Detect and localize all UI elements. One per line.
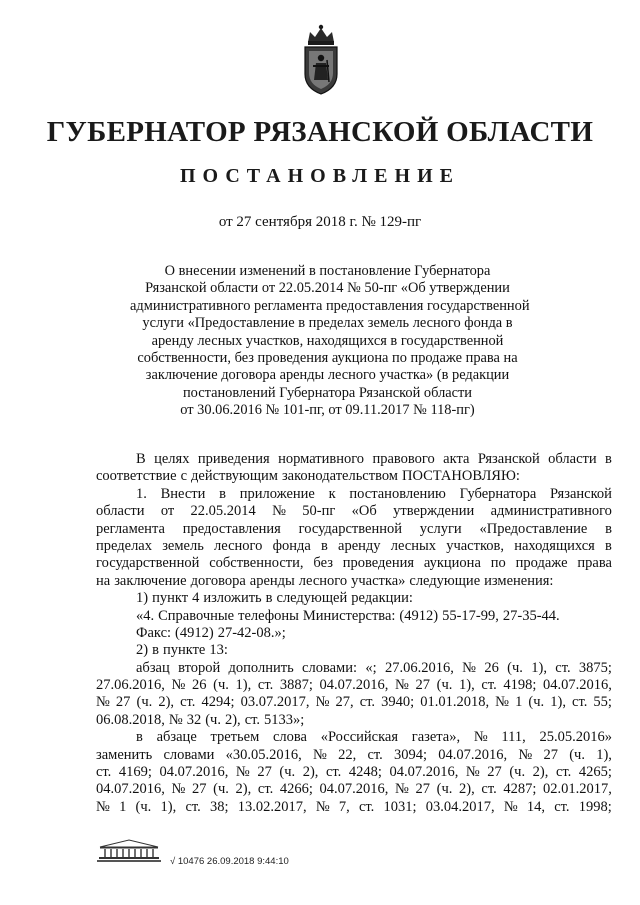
body-word: находящихся [514,537,595,554]
body-word: 27 [115,694,131,711]
body-line [96,781,612,798]
body-word: абзац [136,659,170,676]
body-word: 04.07.2016, [319,781,389,798]
body-line [96,503,612,520]
body-word: 27 [487,764,502,781]
body-word: Справочные [158,607,235,624]
body-word: 4 [192,590,200,607]
body-word: № [462,659,476,676]
body-word: 1 [119,798,127,815]
body-word: 04.07.2016, [438,746,508,763]
body-word: права [577,555,612,572]
body-word: № [272,503,286,520]
body-word: 02.01.2017, [543,781,612,798]
body-word: регламента [96,520,165,537]
subject-line: собственности, без проведения аукциона по продаже права на [137,350,518,367]
document-body [96,451,612,816]
body-line [96,729,612,746]
body-word: 3887; [279,677,313,694]
document-type: ПОСТАНОВЛЕНИЕ [180,165,460,187]
body-word: 55-17-99, [442,607,499,624]
body-word: 27, [335,694,354,711]
body-word: 03.04.2017, [425,798,495,815]
body-word: редакции: [351,590,413,607]
body-word: третьем [210,729,260,746]
body-word: ст. [481,781,497,798]
body-word: Внести [160,485,206,502]
body-word: изложить [203,590,262,607]
body-word: аукциона [423,555,481,572]
body-line [96,747,612,764]
body-line [96,486,612,503]
body-word: 01.01.2018, [420,694,490,711]
subject-line: заключение договора аренды лесного участка» (в редакции [145,367,510,384]
body-word: акта [443,451,470,467]
body-word: № [96,798,110,815]
subject-line: Рязанской области от 22.05.2014 № 50-пг «Об утверждении [145,280,510,297]
body-word: с [180,468,188,485]
body-word: аренду [338,537,381,554]
body-word: (4912) [175,624,214,641]
body-word: 22.05.2014 [190,503,256,520]
body-word: 2), [302,764,319,781]
body-word: Факс: [136,624,172,641]
body-word: (ч. [213,781,229,798]
body-word: № [395,677,409,694]
body-line [96,521,612,538]
body-word: утверждении [393,503,475,520]
body-word: 4266; [279,781,313,798]
body-word: по [490,555,506,572]
subject-line: административного регламента предоставления государственной [130,297,530,314]
body-word: соответствие [96,468,177,485]
body-word: действующим [191,468,278,485]
body-word: «Предоставление [479,520,588,537]
subject-line: постановлений Губернатора Рязанской области [182,384,473,401]
body-word: проведения [342,555,415,572]
body-word: 1), [596,746,612,763]
body-word: в [265,590,273,607]
body-word: № [96,694,110,711]
body-word: 4287; [503,781,537,798]
body-word: лесного [214,537,263,554]
body-word: ст. [257,781,274,798]
body-line [96,694,612,711]
body-word: ст. [257,677,274,694]
body-word: № [168,711,183,728]
body-word: 3940; [381,694,415,711]
body-word: 5133»; [264,711,305,728]
body-word: изменения: [484,572,554,589]
body-word: 4248; [348,764,382,781]
body-word: № [495,694,509,711]
body-word: 1) [136,590,149,607]
body-word: заключение [114,572,187,589]
body-word: 04.07.2016, [389,764,459,781]
body-word: (ч. [528,694,545,711]
body-word: 14, [526,798,546,815]
body-word: (ч. [436,781,453,798]
body-word: 1), [160,798,177,815]
body-line [96,642,612,659]
registration-stamp [170,856,289,867]
body-word: (ч. [509,764,526,781]
body-word: (ч. [213,677,229,694]
body-word: (4912) [399,607,439,624]
body-word: приложение [239,485,315,502]
government-building-icon [96,838,162,864]
body-word: 27.06.2016, [96,677,165,694]
body-word: абзаце [156,729,197,746]
body-line [96,590,612,607]
body-word: 4265; [578,764,612,781]
body-word: аренды [249,572,295,589]
body-line [96,608,612,625]
body-word: собственности, [209,555,304,572]
body-word: 26 [484,659,499,676]
body-word: постановлению [349,485,446,502]
body-line [96,764,612,781]
body-word: 04.07.2016, [543,677,612,694]
body-word: словами: [302,659,358,676]
body-word: (ч. [507,659,523,676]
body-word: (ч. [136,694,153,711]
body-word: № [171,781,186,798]
body-word: ст. [244,711,260,728]
body-word: 55; [593,694,612,711]
body-word: 38; [209,798,229,815]
body-word: в [605,451,612,467]
body-word: услуги [419,520,462,537]
body-word: 2), [532,764,549,781]
body-word: 27-42-08.»; [217,624,286,641]
body-word: 3094; [394,746,428,763]
body-word: (ч. [135,798,152,815]
body-word: 25.05.2016» [539,729,612,746]
body-word: 03.07.2017, [240,694,310,711]
body-word: № [315,798,330,815]
body-word: ст. [325,764,342,781]
body-word: лесного [298,572,348,589]
body-word: участка» [351,572,406,589]
body-word: 4198; [503,677,537,694]
coat-of-arms-icon [298,22,344,98]
body-word: ст. [555,764,572,781]
body-word: 1), [235,677,252,694]
body-word: № [473,729,488,746]
body-word: лесных [390,537,436,554]
subject-line: от 30.06.2016 № 101-пг, от 09.11.2017 № 118-пг) [180,402,475,419]
body-word: ст. [358,798,375,815]
document-date-number: от 27 сентября 2018 г. № 129-пг [218,214,422,230]
subject-line: услуги «Предоставление в пределах земель лесного фонда в [142,315,513,332]
body-word: 06.08.2018, [96,711,165,728]
body-word: № [315,694,330,711]
registration-mark-icon: √ [170,856,176,867]
body-line [96,799,612,816]
body-word: к [328,485,336,502]
body-word: предоставления [182,520,281,537]
body-word: пункт [152,590,189,607]
body-word: 2), [235,781,252,798]
body-word: словами [163,746,215,763]
body-word: 04.07.2016, [96,781,165,798]
body-word: 04.07.2016, [319,677,389,694]
body-word: 27 [192,781,207,798]
body-word: 1. [136,485,147,502]
body-word: 27 [257,764,272,781]
body-word: № [171,677,186,694]
body-word: ст. [367,746,383,763]
body-word: 22, [338,746,357,763]
body-word: области [96,503,145,520]
body-word: «30.05.2016, [225,746,302,763]
body-word: (ч. [569,746,585,763]
body-word: административного [490,503,612,520]
body-word: «Об [351,503,377,520]
body-word: в [605,520,612,537]
body-word: слова [272,729,307,746]
body-word: 27.06.2016, [384,659,454,676]
body-word: 4294; [201,694,235,711]
body-word: второй [178,659,221,676]
body-word: Министерства: [302,607,396,624]
body-word: дополнить [228,659,294,676]
authority-title: ГУБЕРНАТОР РЯЗАНСКОЙ ОБЛАСТИ [46,116,594,148]
body-line [96,660,612,677]
body-word: ст. [185,798,201,815]
body-word: 3875; [578,659,612,676]
body-word: № [518,746,533,763]
body-word: в [605,537,612,554]
registration-text: 10476 26.09.2018 9:44:10 [177,856,289,867]
body-word: участков, [446,537,504,554]
body-word: 1998; [578,798,612,815]
body-word: без [313,555,333,572]
body-word: 1), [531,659,547,676]
body-word: «Российская [320,729,399,746]
body-word: 27-35-44. [502,607,560,624]
body-word: государственной [298,520,402,537]
body-line [96,451,612,468]
body-word: В [136,451,146,467]
body-line [96,555,612,572]
body-word: 13.02.2017, [237,798,307,815]
body-word: в [320,537,328,554]
body-word: 4169; [118,764,152,781]
body-line [96,712,612,729]
body-word: пункте [162,642,206,659]
body-word: законодательством [281,468,398,485]
body-word: следующие [409,572,481,589]
body-word: 2) [136,642,149,659]
body-word: газета», [411,729,461,746]
body-word: Рязанской [550,485,612,502]
body-word: 13: [209,642,228,659]
body-word: на [96,572,111,589]
body-word: 1), [459,677,475,694]
body-word: 1), [550,694,566,711]
body-word: земель [162,537,204,554]
body-word: ст. [555,659,571,676]
body-word: в [219,485,226,502]
body-word: ст. [554,798,570,815]
body-word: фонда [272,537,311,554]
body-word: в [152,642,159,659]
body-line [96,468,612,485]
body-line [96,677,612,694]
body-word: 7, [338,798,350,815]
body-word: «4. [136,607,155,624]
body-word: приведения [197,451,270,467]
body-word: Губернатора [459,485,537,502]
body-word: 2), [459,781,475,798]
body-word: № [465,764,480,781]
body-word: 27 [415,781,431,798]
body-word: № [395,781,409,798]
body-word: «; [365,659,377,676]
body-word: (ч. [279,764,296,781]
body-word: ст. [572,694,588,711]
body-line [96,538,612,555]
body-word: договора [190,572,246,589]
body-word: правового [372,451,435,467]
body-word: ст. [180,694,196,711]
body-word: 1 [515,694,523,711]
subject-line: аренду лесных участков, находящихся в государственной [151,332,504,349]
document-subject [130,263,530,420]
body-word: ст. [481,677,497,694]
body-word: области [548,451,597,467]
body-word: ст. [359,694,376,711]
footer [96,838,396,878]
body-word: № [235,764,250,781]
body-line [96,573,612,590]
subject-line: О внесении изменений в постановление Губернатора [164,263,491,279]
body-word: 111, [501,729,526,746]
body-word: 1031; [383,798,417,815]
body-word: заменить [96,746,153,763]
body-word: ст. [96,764,112,781]
body-word: 04.07.2016, [159,764,229,781]
body-word: 2), [224,711,241,728]
body-word: 32 [186,711,202,728]
body-word: № [313,746,327,763]
body-word: (ч. [205,711,221,728]
body-word: нормативного [278,451,365,467]
body-word: следующей [276,590,348,607]
body-word: 2), [158,694,175,711]
body-word: от [160,503,175,520]
body-word: 27 [543,746,558,763]
body-word: пределах [96,537,152,554]
body-word: Рязанской [477,451,540,467]
body-word: продаже [515,555,568,572]
body-word: ПОСТАНОВЛЯЮ: [401,468,520,485]
body-word: № [503,798,518,815]
body-word: в [136,729,143,746]
body-line [96,625,612,642]
body-word: 27 [415,677,431,694]
body-word: целях [154,451,190,467]
body-word: государственной [96,555,200,572]
body-word: (ч. [436,677,453,694]
body-word: телефоны [238,607,299,624]
body-word: 50-пг [302,503,336,520]
body-word: 26 [192,677,207,694]
